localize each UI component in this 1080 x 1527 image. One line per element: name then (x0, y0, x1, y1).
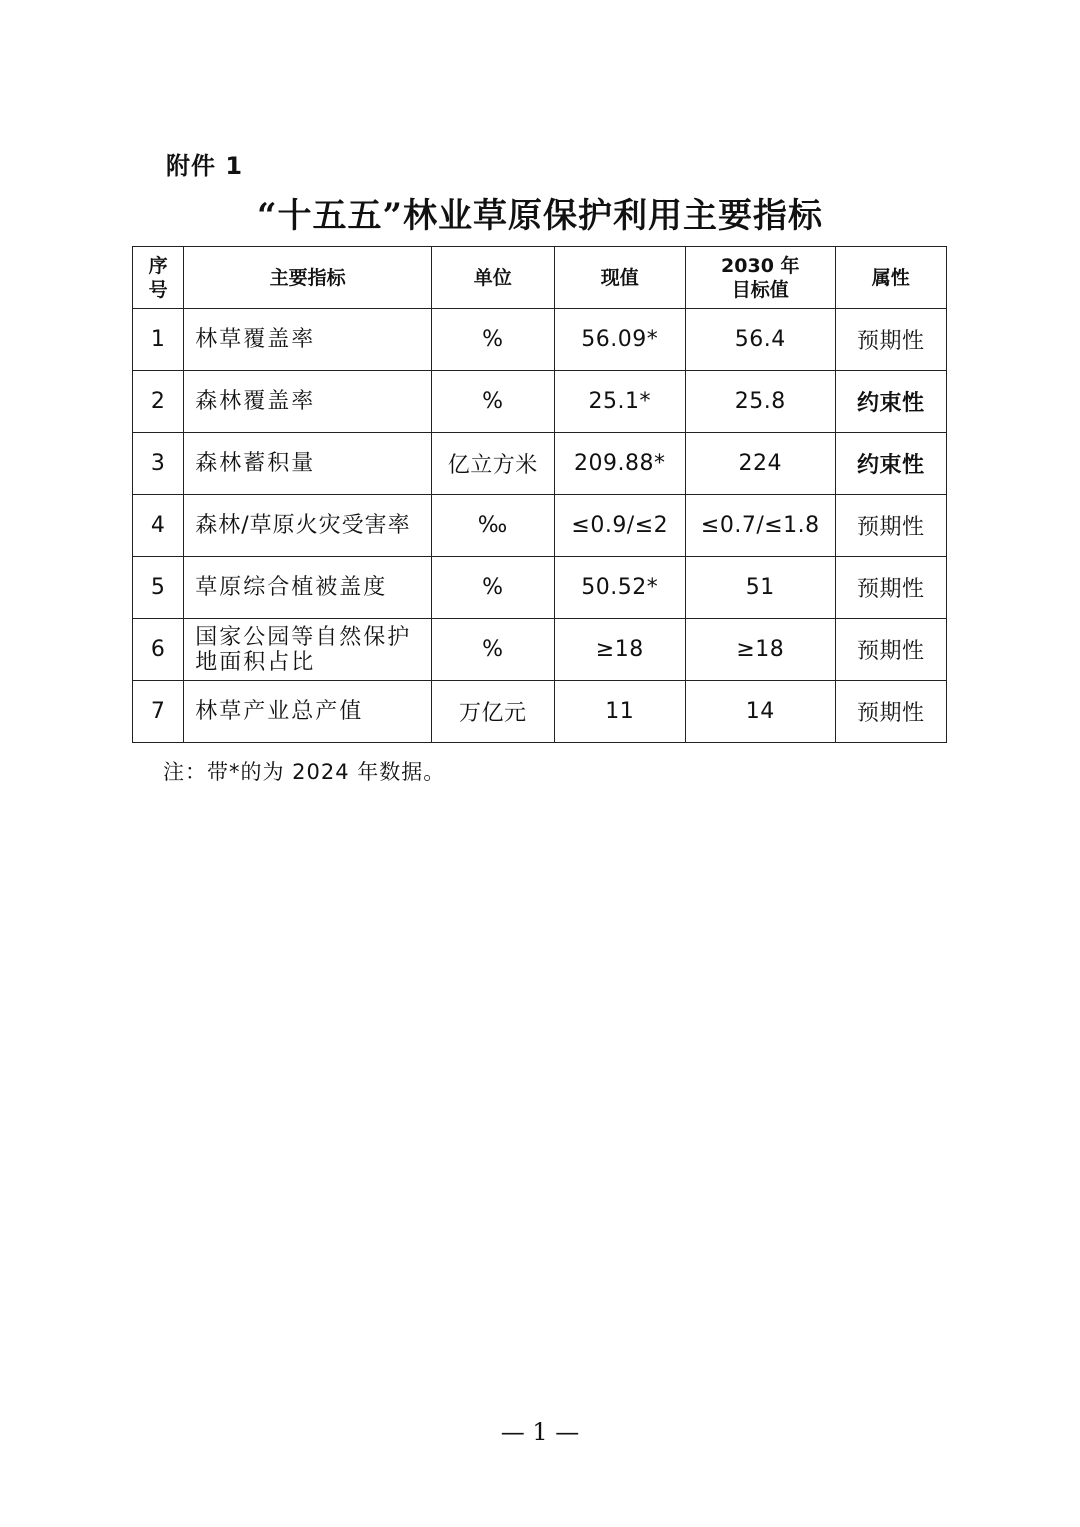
table-header-row (133, 247, 947, 309)
header-target: 2030 年目标值 (686, 247, 836, 309)
cell-unit: 亿立方米 (432, 433, 554, 495)
cell-no: 3 (133, 433, 184, 495)
cell-no: 6 (133, 619, 184, 681)
page-number: — 1 — (500, 1418, 580, 1446)
cell-attribute: 约束性 (835, 433, 946, 495)
cell-target: 51 (686, 557, 836, 619)
header-unit: 单位 (432, 247, 554, 309)
cell-unit: 万亿元 (432, 681, 554, 743)
cell-current: 209.88* (554, 433, 685, 495)
header-no: 序号 (133, 247, 184, 309)
cell-no: 7 (133, 681, 184, 743)
header-current: 现值 (554, 247, 685, 309)
cell-unit: % (432, 309, 554, 371)
cell-target: 56.4 (686, 309, 836, 371)
table-row (133, 495, 947, 557)
table-row (133, 309, 947, 371)
table-row (133, 681, 947, 743)
cell-attribute: 约束性 (835, 371, 946, 433)
cell-no: 5 (133, 557, 184, 619)
cell-attribute: 预期性 (835, 309, 946, 371)
cell-name: 林草覆盖率 (184, 309, 432, 371)
cell-name: 森林/草原火灾受害率 (184, 495, 432, 557)
indicators-table (132, 246, 947, 743)
header-attribute: 属性 (835, 247, 946, 309)
cell-unit: % (432, 557, 554, 619)
cell-attribute: 预期性 (835, 681, 946, 743)
cell-no: 2 (133, 371, 184, 433)
attachment-label: 附件 1 (166, 152, 244, 180)
cell-current: ≥18 (554, 619, 685, 681)
cell-name: 国家公园等自然保护地面积占比 (184, 619, 432, 681)
table-row (133, 371, 947, 433)
cell-target: 25.8 (686, 371, 836, 433)
cell-current: 11 (554, 681, 685, 743)
cell-target: ≤0.7/≤1.8 (686, 495, 836, 557)
cell-unit: % (432, 371, 554, 433)
cell-current: 56.09* (554, 309, 685, 371)
cell-attribute: 预期性 (835, 619, 946, 681)
cell-current: 50.52* (554, 557, 685, 619)
table-row (133, 619, 947, 681)
cell-no: 4 (133, 495, 184, 557)
cell-unit: ‰ (432, 495, 554, 557)
cell-name: 森林覆盖率 (184, 371, 432, 433)
cell-target: ≥18 (686, 619, 836, 681)
cell-attribute: 预期性 (835, 557, 946, 619)
cell-name: 草原综合植被盖度 (184, 557, 432, 619)
document-title: “十五五”林业草原保护利用主要指标 (256, 196, 824, 236)
cell-unit: % (432, 619, 554, 681)
cell-no: 1 (133, 309, 184, 371)
table-row (133, 433, 947, 495)
cell-current: 25.1* (554, 371, 685, 433)
cell-target: 224 (686, 433, 836, 495)
cell-current: ≤0.9/≤2 (554, 495, 685, 557)
table-note: 注：带*的为 2024 年数据。 (163, 760, 446, 784)
cell-attribute: 预期性 (835, 495, 946, 557)
cell-target: 14 (686, 681, 836, 743)
cell-name: 森林蓄积量 (184, 433, 432, 495)
table-row (133, 557, 947, 619)
cell-name: 林草产业总产值 (184, 681, 432, 743)
header-name: 主要指标 (184, 247, 432, 309)
